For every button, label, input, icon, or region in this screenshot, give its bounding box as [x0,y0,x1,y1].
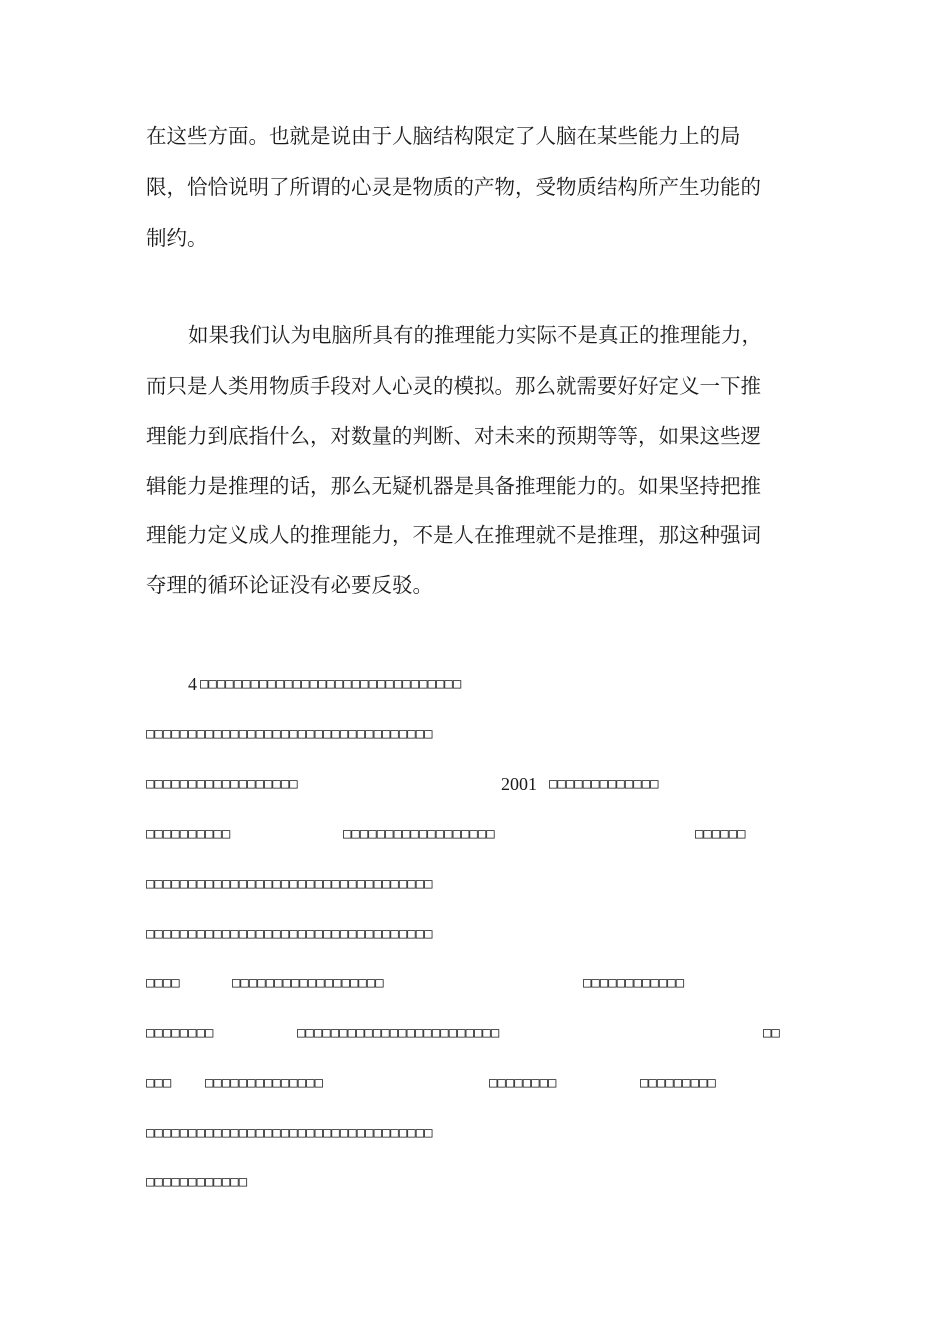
paragraph1-line-3: 制约。 [146,226,208,250]
paragraph3-row-3b: □□□□□□□□□□□□□ [549,776,659,792]
paragraph3-row-1: □□□□□□□□□□□□□□□□□□□□□□□□□□□□□□□ [200,676,462,692]
paragraph2-line-4: 辑能力是推理的话，那么无疑机器是具备推理能力的。如果坚持把推 [146,474,761,498]
paragraph1-line-2: 限，恰恰说明了所谓的心灵是物质的产物，受物质结构所产生功能的 [146,175,761,199]
paragraph2-line-6: 夺理的循环论证没有必要反驳。 [146,573,433,597]
paragraph3-year: 2001 [501,774,537,794]
paragraph2-line-2: 而只是人类用物质手段对人心灵的模拟。那么就需要好好定义一下推 [146,374,761,398]
paragraph2-line-3: 理能力到底指什么，对数量的判断、对未来的预期等等，如果这些逻 [146,424,761,448]
paragraph1-line-1: 在这些方面。也就是说由于人脑结构限定了人脑在某些能力上的局 [146,124,741,148]
paragraph3-row-2: □□□□□□□□□□□□□□□□□□□□□□□□□□□□□□□□□□ [146,726,433,742]
paragraph3-row-7a: □□□□ [146,975,180,991]
paragraph3-row-10: □□□□□□□□□□□□□□□□□□□□□□□□□□□□□□□□□□ [146,1125,433,1141]
paragraph3-row-4a: □□□□□□□□□□ [146,826,231,842]
paragraph3-row-7b: □□□□□□□□□□□□□□□□□□ [232,975,384,991]
paragraph3-row-8a: □□□□□□□□ [146,1025,214,1041]
paragraph3-row-11: □□□□□□□□□□□□ [146,1174,248,1190]
paragraph3-row-9b: □□□□□□□□□□□□□□ [205,1075,324,1091]
paragraph3-row-8b: □□□□□□□□□□□□□□□□□□□□□□□□ [297,1025,500,1041]
paragraph3-row-3a: □□□□□□□□□□□□□□□□□□ [146,776,298,792]
paragraph3-row-9a: □□□ [146,1075,172,1091]
paragraph3-row-5: □□□□□□□□□□□□□□□□□□□□□□□□□□□□□□□□□□ [146,876,433,892]
paragraph3-row-4b: □□□□□□□□□□□□□□□□□□ [343,826,495,842]
paragraph3-number: 4 [188,674,197,694]
paragraph3-row-9d: □□□□□□□□□ [640,1075,716,1091]
paragraph2-line-1: 如果我们认为电脑所具有的推理能力实际不是真正的推理能力， [188,323,762,347]
paragraph3-row-9c: □□□□□□□□ [489,1075,557,1091]
paragraph3-row-7c: □□□□□□□□□□□□ [583,975,685,991]
paragraph2-line-5: 理能力定义成人的推理能力，不是人在推理就不是推理，那这种强词 [146,523,761,547]
paragraph3-row-8c: □□ [763,1025,780,1041]
paragraph3-row-6: □□□□□□□□□□□□□□□□□□□□□□□□□□□□□□□□□□ [146,926,433,942]
paragraph3-row-4c: □□□□□□ [695,826,746,842]
